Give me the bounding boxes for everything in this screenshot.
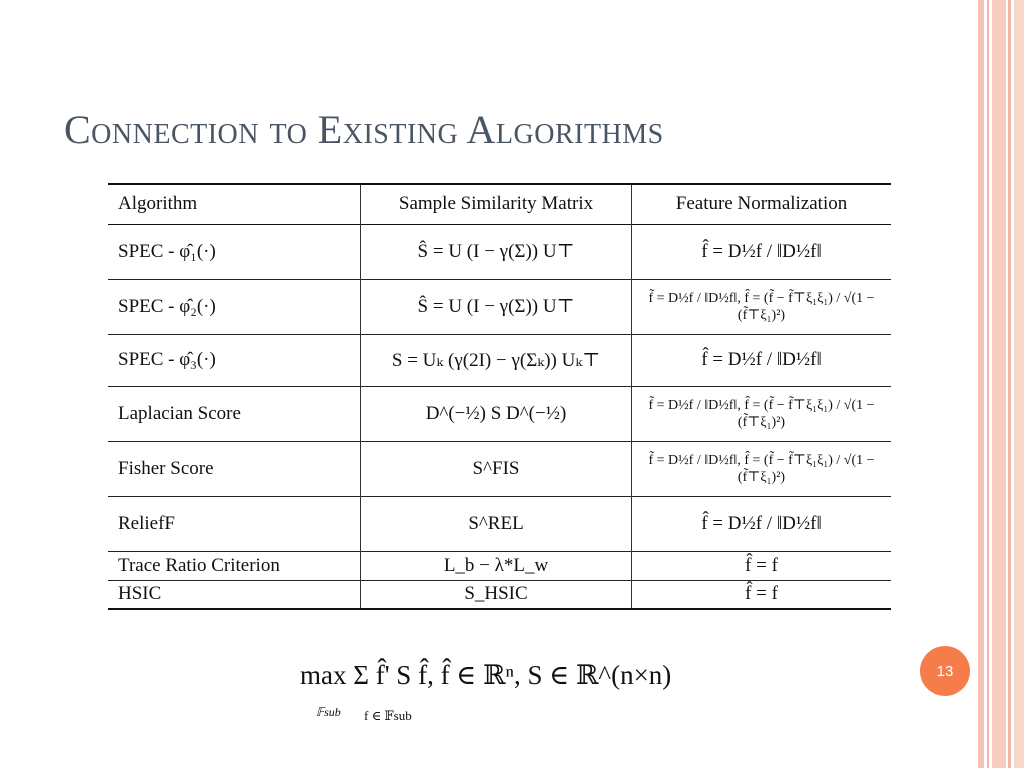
cell-algorithm: SPEC - φ̂₂(·) bbox=[108, 279, 361, 334]
header-algorithm: Algorithm bbox=[108, 184, 361, 224]
table-header-row bbox=[108, 184, 891, 224]
header-normalization: Feature Normalization bbox=[675, 193, 848, 215]
algorithm-table bbox=[108, 183, 891, 610]
formula-max-subscript: 𝔽sub bbox=[316, 705, 341, 719]
table-row bbox=[108, 224, 891, 279]
cell-normalization: f̂ = D½f / ‖D½f‖ bbox=[701, 512, 822, 534]
cell-similarity: S^REL bbox=[361, 496, 632, 551]
decor-stripe bbox=[978, 0, 984, 768]
decor-stripe bbox=[992, 0, 1006, 768]
cell-similarity: S^FIS bbox=[361, 441, 632, 496]
cell-normalization: f̂ = D½f / ‖D½f‖ bbox=[701, 349, 822, 370]
table-row bbox=[108, 551, 891, 580]
cell-similarity: L_b − λ*L_w bbox=[361, 551, 632, 580]
table-row bbox=[108, 580, 891, 609]
table-row bbox=[108, 334, 891, 386]
cell-similarity: Ŝ = U (I − γ(Σ)) U⊤ bbox=[361, 279, 632, 334]
cell-algorithm: Fisher Score bbox=[108, 441, 361, 496]
cell-similarity: D^(−½) S D^(−½) bbox=[361, 386, 632, 441]
cell-normalization: f̃ = D½f / ‖D½f‖, f̂ = (f̃ − f̃⊤ξ₁ξ₁) / √(1 − (f̃⊤ξ₁)²) bbox=[648, 452, 875, 485]
cell-normalization: f̃ = D½f / ‖D½f‖, f̂ = (f̃ − f̃⊤ξ₁ξ₁) / √(1 − (f̃⊤ξ₁)²) bbox=[648, 290, 875, 323]
table-row bbox=[108, 441, 891, 496]
table-row bbox=[108, 279, 891, 334]
header-similarity: Sample Similarity Matrix bbox=[361, 184, 632, 224]
cell-similarity: Ŝ = U (I − γ(Σ)) U⊤ bbox=[361, 224, 632, 279]
cell-normalization: f̂ = f bbox=[745, 583, 778, 605]
cell-algorithm: SPEC - φ̂₃(·) bbox=[108, 334, 361, 386]
page-number-badge: 13 bbox=[920, 646, 970, 696]
decor-stripe bbox=[1014, 0, 1024, 768]
table-row bbox=[108, 496, 891, 551]
cell-algorithm: HSIC bbox=[108, 580, 361, 609]
cell-similarity: S = Uₖ (γ(2I) − γ(Σₖ)) Uₖ⊤ bbox=[361, 334, 632, 386]
formula-text: max Σ f̂' S f̂, f̂ ∈ ℝⁿ, S ∈ ℝ^(n×n) bbox=[300, 660, 672, 690]
cell-normalization: f̂ = D½f / ‖D½f‖ bbox=[701, 240, 822, 262]
cell-similarity: S_HSIC bbox=[361, 580, 632, 609]
cell-algorithm: ReliefF bbox=[108, 496, 361, 551]
table-row bbox=[108, 386, 891, 441]
cell-algorithm: Trace Ratio Criterion bbox=[108, 551, 361, 580]
decor-stripe bbox=[1008, 0, 1011, 768]
cell-normalization: f̃ = D½f / ‖D½f‖, f̂ = (f̃ − f̃⊤ξ₁ξ₁) / √(1 − (f̃⊤ξ₁)²) bbox=[648, 397, 875, 430]
formula-sum-subscript: f ∈ 𝔽sub bbox=[364, 708, 412, 723]
cell-algorithm: Laplacian Score bbox=[108, 386, 361, 441]
decor-stripe bbox=[987, 0, 989, 768]
slide-title: Connection to Existing Algorithms bbox=[64, 107, 664, 152]
cell-normalization: f̂ = f bbox=[745, 554, 778, 576]
cell-algorithm: SPEC - φ̂₁(·) bbox=[108, 224, 361, 279]
objective-formula bbox=[300, 660, 672, 723]
